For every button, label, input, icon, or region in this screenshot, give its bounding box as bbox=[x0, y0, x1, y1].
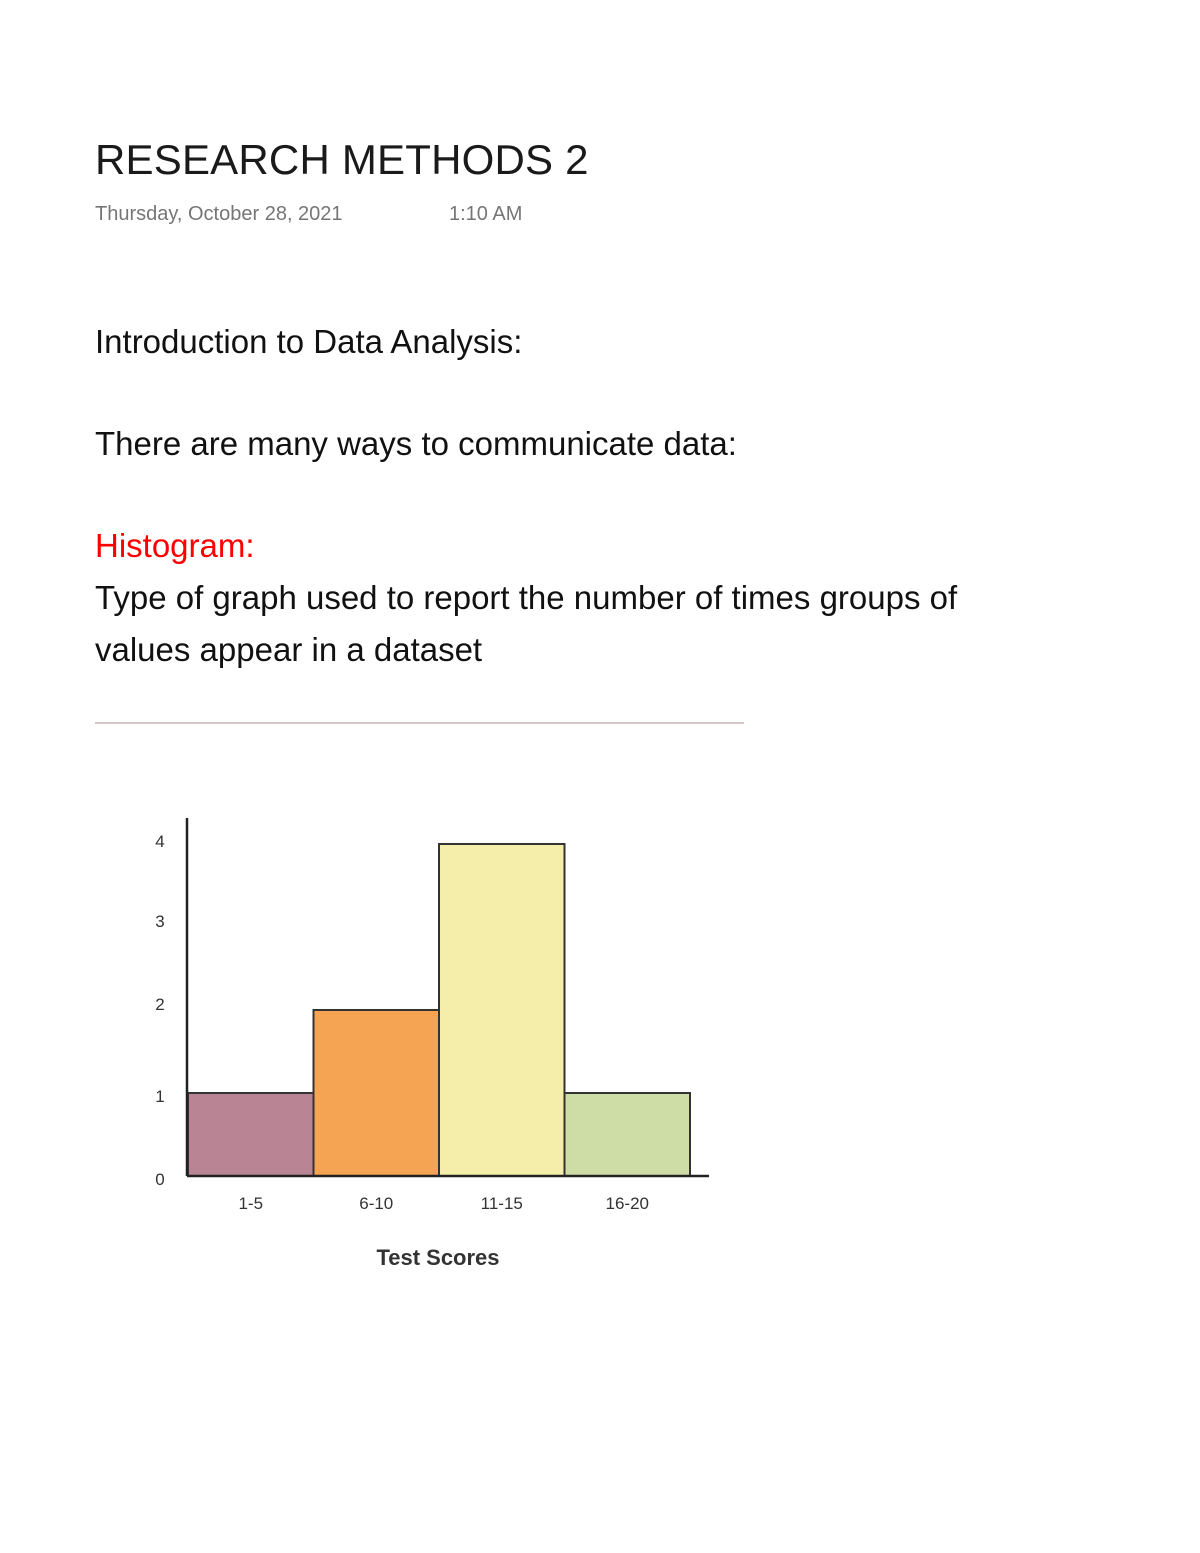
page-date: Thursday, October 28, 2021 bbox=[95, 203, 343, 225]
histogram-svg bbox=[140, 810, 740, 1290]
x-category-label: 6-10 bbox=[359, 1194, 394, 1213]
ways-line: There are many ways to communicate data: bbox=[95, 425, 737, 462]
intro-line: Introduction to Data Analysis: bbox=[95, 323, 523, 360]
histogram-bar bbox=[565, 1093, 691, 1176]
x-category-label: 1-5 bbox=[238, 1194, 264, 1213]
page-title: RESEARCH METHODS 2 bbox=[95, 136, 589, 183]
histogram-chart bbox=[140, 810, 740, 1290]
histogram-bar bbox=[314, 1010, 440, 1176]
histogram-bar bbox=[188, 1093, 314, 1176]
y-tick-label: 0 bbox=[155, 1170, 165, 1189]
y-tick-label: 2 bbox=[155, 995, 165, 1014]
x-category-label: 16-20 bbox=[605, 1194, 649, 1213]
histogram-bar bbox=[439, 844, 565, 1176]
page-time: 1:10 AM bbox=[449, 203, 523, 225]
y-tick-label: 3 bbox=[155, 912, 165, 931]
histogram-heading: Histogram: bbox=[95, 527, 255, 564]
x-category-label: 11-15 bbox=[480, 1194, 523, 1213]
y-tick-label: 1 bbox=[155, 1087, 165, 1106]
x-axis-title: Test Scores bbox=[376, 1245, 500, 1270]
definition-line-1: Type of graph used to report the number of times groups of bbox=[95, 579, 958, 616]
horizontal-divider bbox=[95, 722, 744, 724]
y-tick-label: 4 bbox=[155, 832, 165, 851]
definition-line-2: values appear in a dataset bbox=[95, 631, 483, 668]
